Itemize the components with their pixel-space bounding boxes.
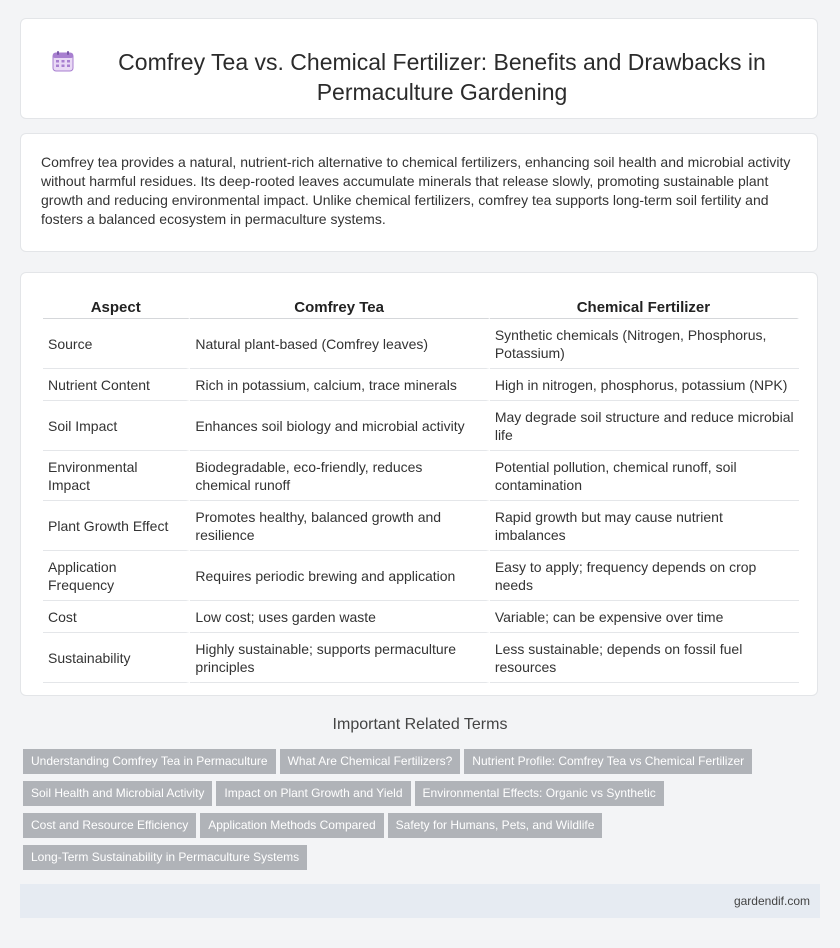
cell-chemical: Rapid growth but may cause nutrient imbalances	[490, 501, 799, 551]
related-terms-heading: Important Related Terms	[332, 716, 508, 733]
related-term-tag[interactable]: Application Methods Compared	[200, 813, 383, 838]
table-header-row	[43, 297, 799, 319]
cell-chemical: High in nitrogen, phosphorus, potassium (NPK)	[490, 369, 799, 401]
page-title: Comfrey Tea vs. Chemical Fertilizer: Benefits and Drawbacks in Permaculture Gardening	[118, 49, 766, 105]
intro-card	[20, 133, 818, 252]
intro-paragraph: Comfrey tea provides a natural, nutrient-rich alternative to chemical fertilizers, enhancing soil health and microbial activity without harmful residues. Its deep-rooted leaves accumulate minerals that release slowly, promoting sustainable plant growth and reducing environmental impact. Unlike chemical fertilizers, comfrey tea supports long-term soil fertility and fosters a balanced ecosystem in permaculture systems.	[41, 154, 791, 227]
cell-chemical: Potential pollution, chemical runoff, soil contamination	[490, 451, 799, 501]
calendar-icon	[51, 49, 75, 73]
cell-comfrey: Requires periodic brewing and application	[190, 551, 489, 601]
cell-aspect: Source	[43, 319, 190, 369]
cell-aspect: Plant Growth Effect	[43, 501, 190, 551]
comparison-table	[43, 297, 799, 683]
cell-aspect: Sustainability	[43, 633, 190, 683]
header-card	[20, 18, 818, 119]
cell-aspect: Soil Impact	[43, 401, 190, 451]
related-term-tag[interactable]: Soil Health and Microbial Activity	[23, 781, 212, 806]
related-term-tag[interactable]: Long-Term Sustainability in Permaculture Systems	[23, 845, 307, 870]
cell-comfrey: Highly sustainable; supports permaculture principles	[190, 633, 489, 683]
table-row	[43, 319, 799, 369]
cell-comfrey: Biodegradable, eco-friendly, reduces chemical runoff	[190, 451, 489, 501]
table-row	[43, 451, 799, 501]
table-row	[43, 501, 799, 551]
cell-comfrey: Promotes healthy, balanced growth and resilience	[190, 501, 489, 551]
related-term-tag[interactable]: Nutrient Profile: Comfrey Tea vs Chemical Fertilizer	[464, 749, 752, 774]
cell-aspect: Application Frequency	[43, 551, 190, 601]
footer	[20, 884, 820, 918]
header-chemical-fertilizer: Chemical Fertilizer	[490, 297, 799, 319]
cell-comfrey: Enhances soil biology and microbial activity	[190, 401, 489, 451]
cell-comfrey: Low cost; uses garden waste	[190, 601, 489, 633]
table-row	[43, 551, 799, 601]
cell-aspect: Environmental Impact	[43, 451, 190, 501]
cell-comfrey: Natural plant-based (Comfrey leaves)	[190, 319, 489, 369]
table-row	[43, 601, 799, 633]
cell-aspect: Cost	[43, 601, 190, 633]
related-term-tag[interactable]: Understanding Comfrey Tea in Permaculture	[23, 749, 276, 774]
related-term-tag[interactable]: Environmental Effects: Organic vs Synthetic	[415, 781, 664, 806]
related-term-tag[interactable]: Cost and Resource Efficiency	[23, 813, 196, 838]
cell-chemical: May degrade soil structure and reduce microbial life	[490, 401, 799, 451]
cell-chemical: Easy to apply; frequency depends on crop needs	[490, 551, 799, 601]
footer-site-link[interactable]: gardendif.com	[733, 894, 810, 908]
related-term-tag[interactable]: What Are Chemical Fertilizers?	[280, 749, 461, 774]
cell-chemical: Synthetic chemicals (Nitrogen, Phosphorus, Potassium)	[490, 319, 799, 369]
cell-aspect: Nutrient Content	[43, 369, 190, 401]
table-row	[43, 401, 799, 451]
related-term-tag[interactable]: Safety for Humans, Pets, and Wildlife	[388, 813, 603, 838]
related-term-tag[interactable]: Impact on Plant Growth and Yield	[216, 781, 410, 806]
comparison-table-card	[20, 272, 818, 696]
header-aspect: Aspect	[43, 297, 190, 319]
header-comfrey-tea: Comfrey Tea	[190, 297, 489, 319]
cell-comfrey: Rich in potassium, calcium, trace minerals	[190, 369, 489, 401]
table-row	[43, 369, 799, 401]
table-row	[43, 633, 799, 683]
cell-chemical: Less sustainable; depends on fossil fuel resources	[490, 633, 799, 683]
cell-chemical: Variable; can be expensive over time	[490, 601, 799, 633]
related-terms-list	[23, 749, 783, 877]
